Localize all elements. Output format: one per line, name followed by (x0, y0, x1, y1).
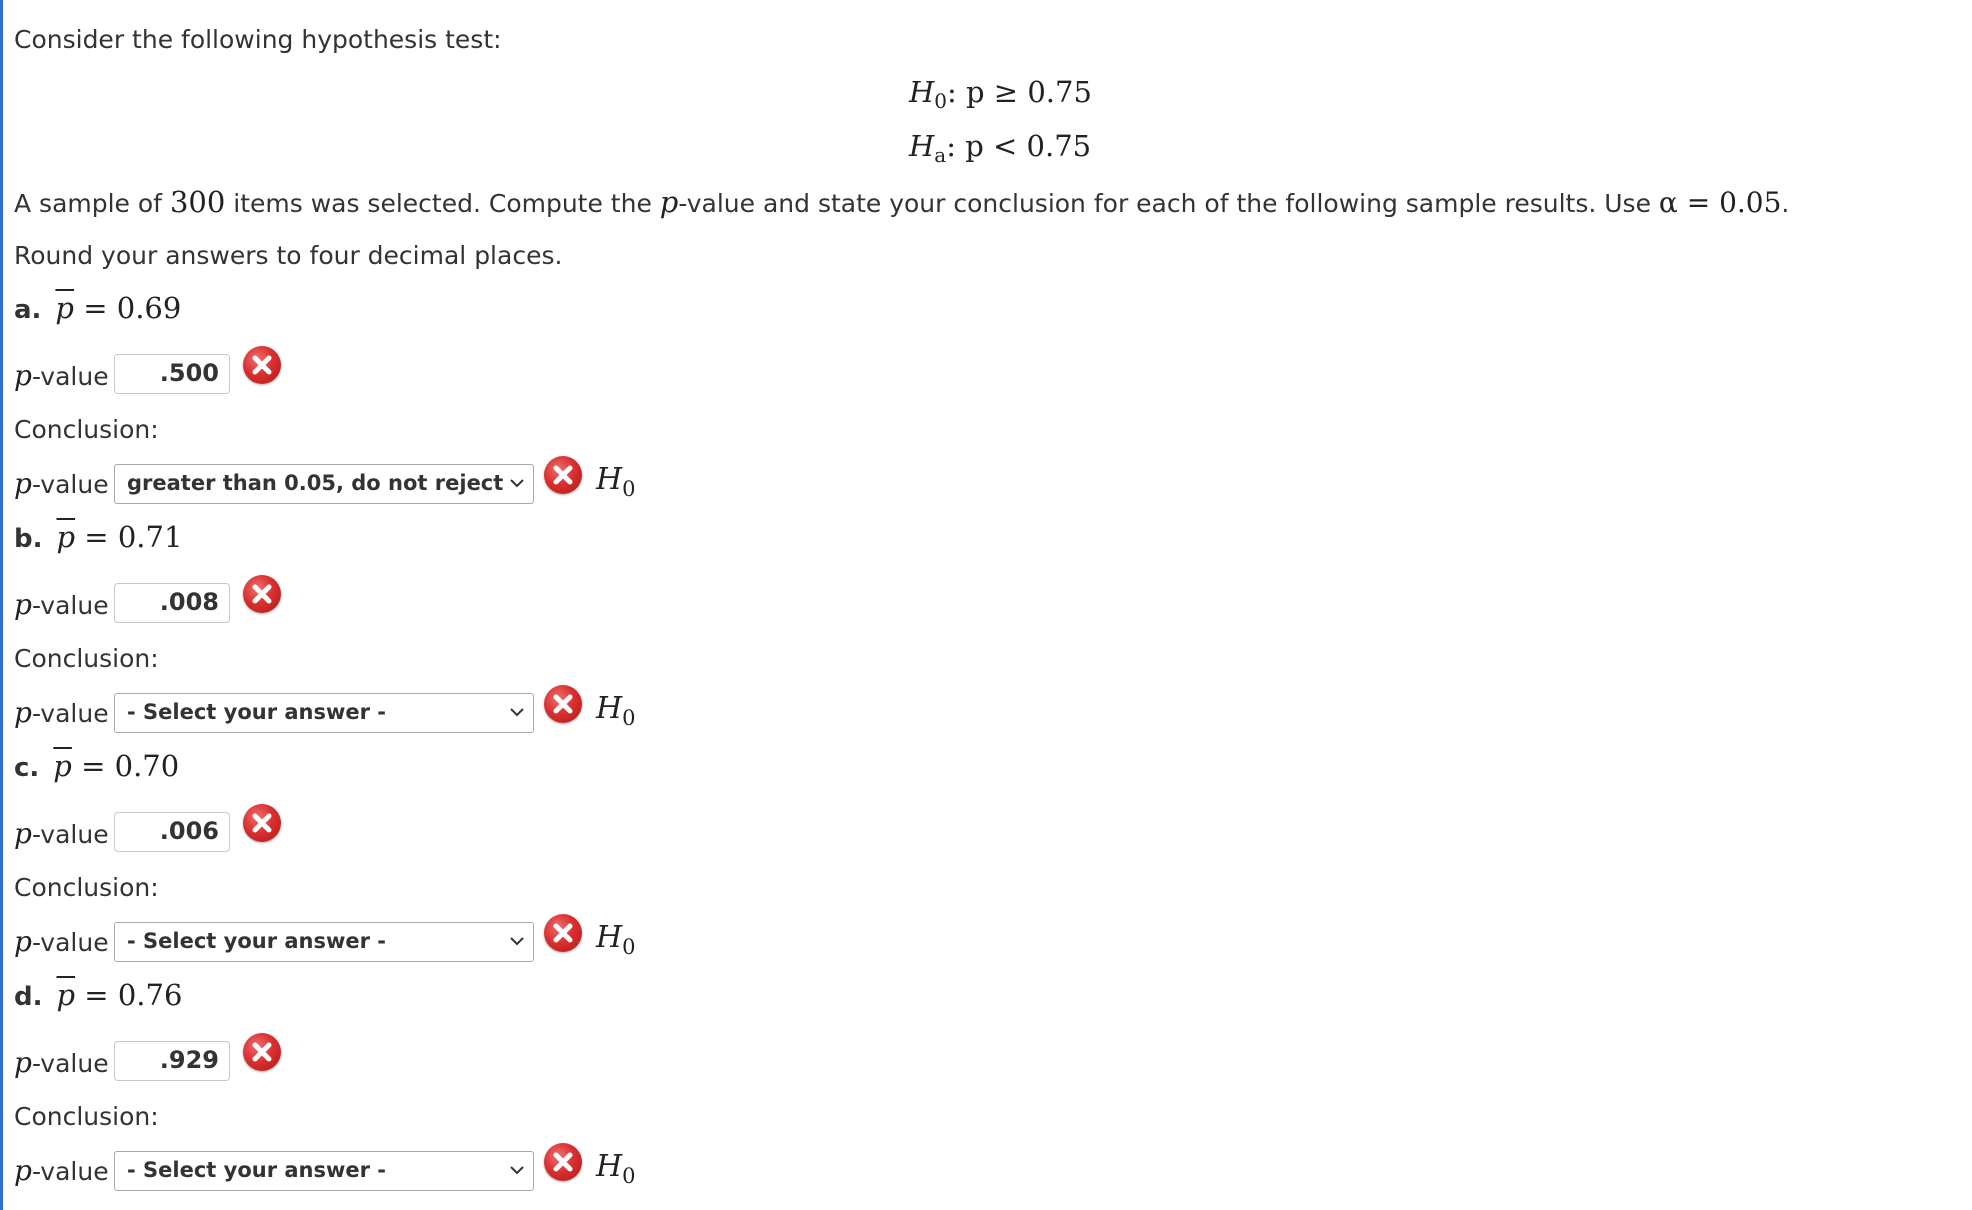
equals-sign: = (71, 749, 115, 783)
alternative-hypothesis: $H_a$: p < 0.75 (909, 129, 1092, 167)
equals-sign: = (74, 291, 117, 325)
conclusion-label: Conclusion: (14, 644, 159, 673)
null-hypothesis-label: $H_0$ (596, 691, 636, 730)
conclusion-select[interactable] (114, 464, 534, 504)
pbar-symbol: $\overline{p}$ (53, 749, 72, 783)
pvalue-label: p-value (14, 588, 109, 621)
part-a-header (14, 290, 181, 328)
conclusion-pvalue-label: p-value (14, 925, 109, 958)
part-letter: c. (14, 753, 40, 783)
conclusion-label: Conclusion: (14, 415, 159, 444)
x-circle-icon (544, 456, 582, 494)
x-circle-icon (243, 575, 281, 613)
chevron-down-icon (509, 935, 525, 947)
pvalue-input[interactable]: .500 (114, 354, 230, 394)
x-circle-icon (243, 346, 281, 384)
equals-sign: = (75, 520, 118, 554)
conclusion-pvalue-label: p-value (14, 467, 109, 500)
null-hypothesis: $H_0$: p ≥ 0.75 (909, 75, 1092, 113)
chevron-down-icon (509, 706, 525, 718)
conclusion-pvalue-label: p-value (14, 696, 109, 729)
pbar-value: 0.69 (116, 291, 182, 325)
part-d-header (14, 977, 182, 1015)
intro-text: Consider the following hypothesis test: (14, 25, 502, 54)
conclusion-select[interactable] (114, 1151, 534, 1191)
null-hypothesis-label: $H_0$ (596, 920, 636, 959)
part-b-header (14, 519, 182, 557)
x-circle-icon (544, 914, 582, 952)
equals-sign: = (75, 978, 118, 1012)
pbar-value: 0.70 (114, 749, 180, 783)
x-circle-icon (243, 804, 281, 842)
x-circle-icon (544, 685, 582, 723)
chevron-down-icon (509, 477, 525, 489)
null-hypothesis-label: $H_0$ (596, 1149, 636, 1188)
conclusion-selected-value: - Select your answer - (127, 929, 387, 953)
x-circle-icon (544, 1143, 582, 1181)
pbar-symbol: $\overline{p}$ (56, 978, 76, 1012)
part-c-header (14, 748, 179, 786)
pvalue-input[interactable]: .008 (114, 583, 230, 623)
question-content (14, 0, 1954, 1210)
chevron-down-icon (509, 1164, 525, 1176)
pbar-value: 0.76 (117, 978, 183, 1012)
pvalue-label: p-value (14, 817, 109, 850)
pvalue-label: p-value (14, 359, 109, 392)
conclusion-select[interactable] (114, 922, 534, 962)
pvalue-input[interactable]: .006 (114, 812, 230, 852)
null-hypothesis-label: $H_0$ (596, 462, 636, 501)
pvalue-label: p-value (14, 1046, 109, 1079)
left-accent-rule (0, 0, 3, 1210)
rounding-instruction: Round your answers to four decimal places. (14, 241, 563, 270)
conclusion-label: Conclusion: (14, 1102, 159, 1131)
x-circle-icon (243, 1033, 281, 1071)
conclusion-pvalue-label: p-value (14, 1154, 109, 1187)
pbar-symbol: $\overline{p}$ (56, 520, 76, 554)
part-letter: b. (14, 524, 43, 554)
conclusion-selected-value: - Select your answer - (127, 700, 387, 724)
pbar-value: 0.71 (117, 520, 183, 554)
pvalue-input[interactable]: .929 (114, 1041, 230, 1081)
conclusion-label: Conclusion: (14, 873, 159, 902)
conclusion-selected-value: greater than 0.05, do not reject (127, 471, 504, 495)
part-letter: a. (14, 295, 42, 325)
part-letter: d. (14, 982, 43, 1012)
conclusion-selected-value: - Select your answer - (127, 1158, 387, 1182)
problem-statement: A sample of 300 items was selected. Compute the p-value and state your conclusion for each of the following sample results. Use α = 0.05. (14, 185, 1790, 219)
conclusion-select[interactable] (114, 693, 534, 733)
pbar-symbol: $\overline{p}$ (55, 291, 74, 325)
